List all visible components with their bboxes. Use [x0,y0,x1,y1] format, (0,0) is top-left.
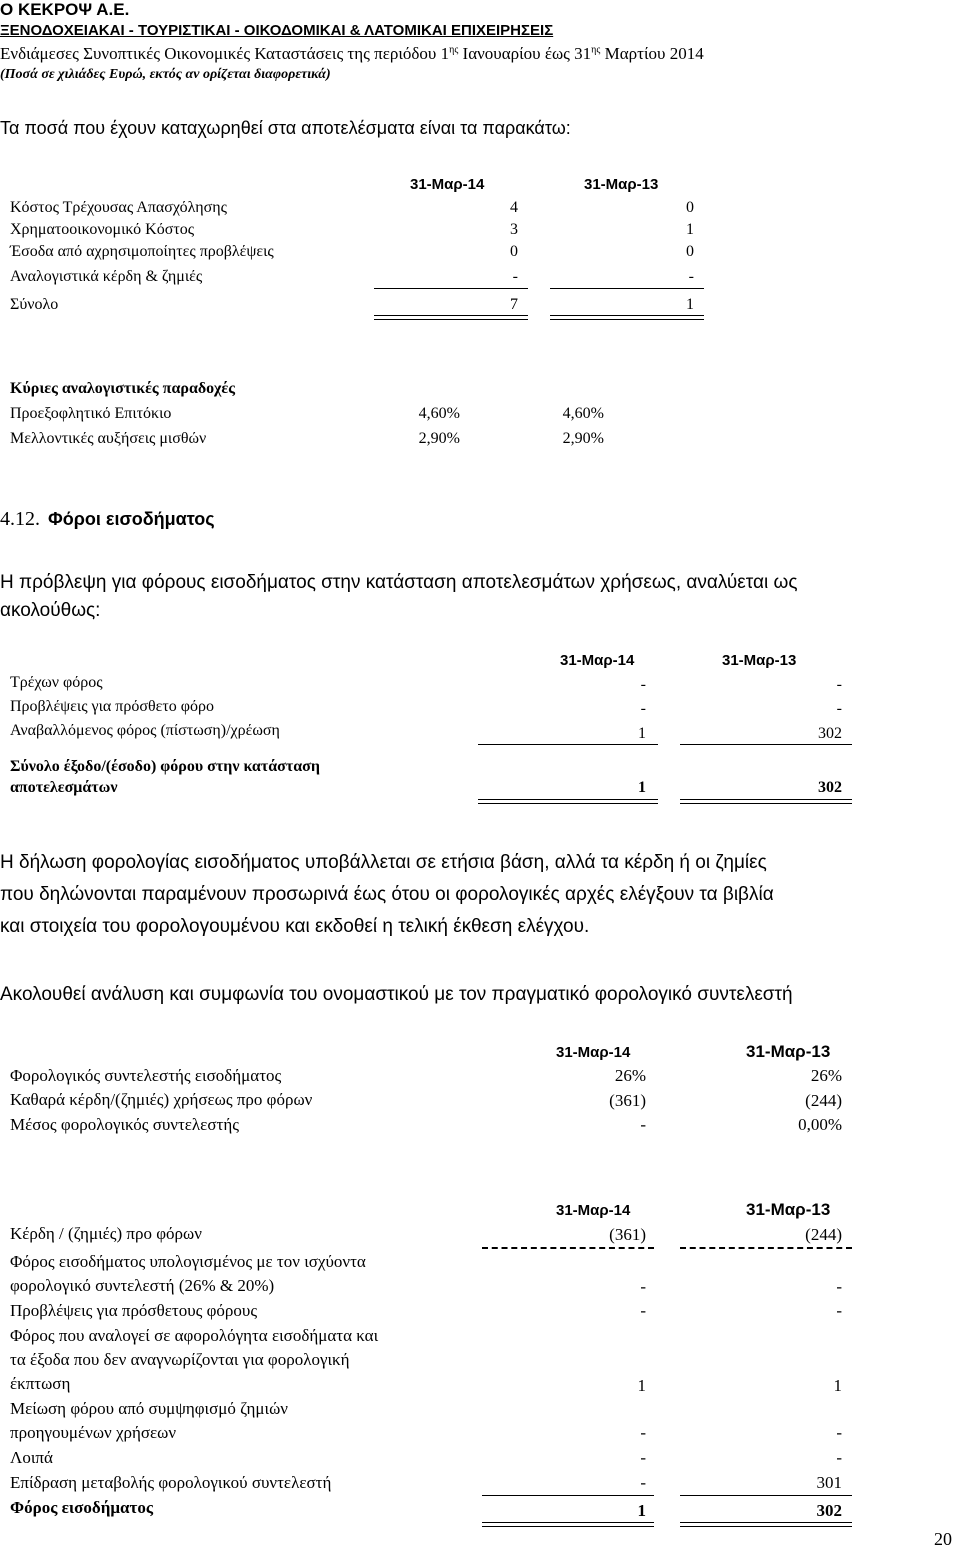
total-value: 302 [816,1501,842,1520]
row-value: 0 [686,243,694,260]
row-value: - [836,676,842,693]
row-label: προηγουμένων χρήσεων [10,1423,177,1442]
row-value: (244) [805,1091,842,1110]
row-value: 301 [816,1473,842,1492]
report-period-part: Μαρτίου 2014 [600,44,704,63]
total-label: Σύνολο έξοδο/(έσοδο) φόρου στην κατάσταση [10,758,320,775]
total-double-line [478,799,658,804]
row-label: Τρέχων φόρος [10,674,103,691]
row-label: Λοιπά [10,1448,53,1467]
row-label: Φορολογικός συντελεστής εισοδήματος [10,1066,282,1085]
section-heading [0,508,215,531]
row-label: Προβλέψεις για πρόσθετους φόρους [10,1301,258,1320]
total-value: 302 [818,779,842,796]
row-value: - [512,268,518,285]
paragraph-line: ακολούθως: [0,600,101,621]
total-value: 1 [637,1501,646,1520]
subtotal-line [374,288,528,289]
row-value: (361) [609,1091,646,1110]
row-value: 26% [614,1066,646,1085]
row-value: 1 [637,1376,646,1395]
total-value: 1 [686,296,694,313]
paragraph-line: Η πρόβλεψη για φόρους εισοδήματος στην κατάσταση αποτελεσμάτων χρήσεως, αναλύεται ως [0,572,798,593]
total-double-line [550,315,704,320]
company-description: ΞΕΝΟΔΟΧΕΙΑΚΑΙ - ΤΟΥΡΙΣΤΙΚΑΙ - ΟΙΚΟΔΟΜΙΚΑΙ & ΛΑΤΟΜΙΚΑΙ ΕΠΙΧΕΙΡΗΣΕΙΣ [0,22,554,39]
row-label: φορολογικό συντελεστή (26% & 20%) [10,1276,275,1295]
row-value: 0 [686,199,694,216]
total-value: 7 [510,296,518,313]
row-value: - [640,700,646,717]
row-value: - [836,1301,842,1320]
total-double-line [680,1522,852,1527]
row-value: 1 [638,725,646,742]
column-header: 31-Μαρ-14 [556,1044,631,1061]
report-period-part: Ιανουαρίου έως 31 [458,44,592,63]
row-value: 302 [818,725,842,742]
row-value: - [640,676,646,693]
row-label: Επίδραση μεταβολής φορολογικού συντελεστή [10,1473,332,1492]
superscript: ης [449,44,459,56]
page-number: 20 [934,1529,952,1549]
subtotal-line [478,744,658,745]
subtotal-line [680,744,852,745]
paragraph-line: Ακολουθεί ανάλυση και συμφωνία του ονομαστικού με τον πραγματικό φορολογικό συντελεστή [0,984,793,1005]
row-value: 4,60% [562,405,604,422]
row-value: 26% [810,1066,842,1085]
row-label: Κέρδη / (ζημιές) προ φόρων [10,1224,202,1243]
row-value: 2,90% [562,430,604,447]
dashed-line [482,1247,654,1249]
row-value: 1 [686,221,694,238]
row-label: Καθαρά κέρδη/(ζημιές) χρήσεως προ φόρων [10,1090,313,1109]
row-label: έκπτωση [10,1374,71,1393]
paragraph-line: και στοιχεία του φορολογουμένου και εκδοθεί η τελική έκθεση ελέγχου. [0,916,590,937]
total-double-line [680,799,852,804]
column-header: 31-Μαρ-13 [746,1200,831,1219]
row-value: 2,90% [418,430,460,447]
column-header: 31-Μαρ-14 [410,176,485,193]
row-value: 1 [833,1376,842,1395]
company-name: Ο ΚΕΚΡΟΨ Α.Ε. [0,0,130,19]
column-header: 31-Μαρ-13 [584,176,659,193]
row-value: - [640,1423,646,1442]
row-value: - [836,1277,842,1296]
row-value: (361) [609,1225,646,1244]
amounts-note: (Ποσά σε χιλιάδες Ευρώ, εκτός αν ορίζεται διαφορετικά) [0,67,331,82]
row-value: 0,00% [798,1115,842,1134]
subtotal-line [680,1495,852,1496]
row-label: Αναλογιστικά κέρδη & ζημιές [10,268,203,285]
total-double-line [482,1522,654,1527]
report-period [0,44,704,64]
row-value: 3 [510,221,518,238]
intro-text: Τα ποσά που έχουν καταχωρηθεί στα αποτελέσματα είναι τα παρακάτω: [0,118,571,138]
row-label: Φόρος που αναλογεί σε αφορολόγητα εισοδήματα και [10,1326,379,1345]
row-value: - [640,1115,646,1134]
paragraph-line: που δηλώνονται παραμένουν προσωρινά έως ότου οι φορολογικές αρχές ελέγξουν τα βιβλία [0,884,774,905]
row-label: Χρηματοοικονομικό Κόστος [10,221,195,238]
column-header: 31-Μαρ-14 [560,652,635,669]
section-title: Φόροι εισοδήματος [48,509,215,529]
row-label: Μέσος φορολογικός συντελεστής [10,1115,239,1134]
column-header: 31-Μαρ-13 [722,652,797,669]
row-value: - [640,1301,646,1320]
row-label: Έσοδα από αχρησιμοποίητες προβλέψεις [10,243,274,260]
row-label: Προεξοφλητικό Επιτόκιο [10,405,172,422]
row-value: 4 [510,199,518,216]
row-value: (244) [805,1225,842,1244]
total-label: Σύνολο [10,296,59,313]
row-value: - [836,1448,842,1467]
subtotal-line [482,1495,654,1496]
row-value: - [836,700,842,717]
total-double-line [374,315,528,320]
row-value: - [688,268,694,285]
report-period-part: Ενδιάμεσες Συνοπτικές Οικονομικές Καταστάσεις της περιόδου 1 [0,44,450,63]
row-label: Προβλέψεις για πρόσθετο φόρο [10,698,215,715]
subtotal-line [550,288,704,289]
total-label: αποτελεσμάτων [10,779,118,796]
total-label: Φόρος εισοδήματος [10,1498,154,1517]
row-label: Φόρος εισοδήματος υπολογισμένος με τον ισχύοντα [10,1252,366,1271]
row-value: - [836,1423,842,1442]
row-value: - [640,1448,646,1467]
row-label: Αναβαλλόμενος φόρος (πίστωση)/χρέωση [10,722,280,739]
row-value: - [640,1473,646,1492]
section-number: 4.12. [0,508,40,530]
row-label: Κόστος Τρέχουσας Απασχόλησης [10,199,227,216]
column-header: 31-Μαρ-14 [556,1202,631,1219]
paragraph-line: Η δήλωση φορολογίας εισοδήματος υποβάλλεται σε ετήσια βάση, αλλά τα κέρδη ή οι ζημίες [0,852,767,873]
column-header: 31-Μαρ-13 [746,1042,831,1061]
dashed-line [680,1247,852,1249]
row-label: Μελλοντικές αυξήσεις μισθών [10,430,207,447]
row-value: - [640,1277,646,1296]
superscript: ης [591,44,601,56]
total-value: 1 [638,779,646,796]
row-value: 4,60% [418,405,460,422]
row-value: 0 [510,243,518,260]
row-label: τα έξοδα που δεν αναγνωρίζονται για φορολογική [10,1350,350,1369]
row-label: Μείωση φόρου από συμψηφισμό ζημιών [10,1399,288,1418]
assumptions-title: Κύριες αναλογιστικές παραδοχές [10,380,235,397]
